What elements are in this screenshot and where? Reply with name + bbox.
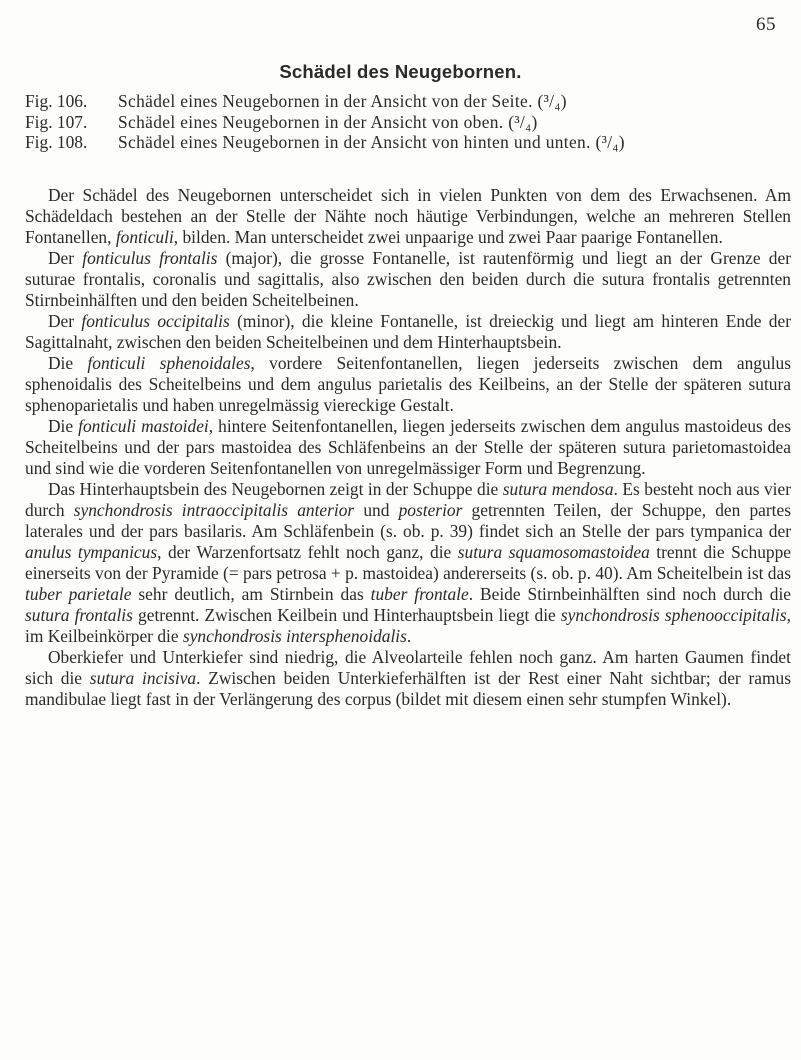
paragraph [25, 311, 791, 353]
latin-term: tuber parietale [25, 584, 132, 604]
latin-term: sutura mendosa [502, 479, 614, 499]
latin-term: fonticulus frontalis [82, 248, 218, 268]
text-run: Der [48, 311, 82, 331]
figure-text: Schädel eines Neugebornen in der Ansicht von hinten und unten. (³/₄) [118, 132, 625, 153]
figure-caption [25, 132, 795, 153]
text-run: . Zwischen beiden Unterkieferhälften ist der Rest einer Naht sichtbar; der ramus mandibulae liegt fast in der Verlängerung des corpus (bildet mit diesem einen sehr stumpfen Winkel). [25, 668, 791, 709]
text-run: Oberkiefer und Unterkiefer sind niedrig, die Alveolarteile fehlen noch ganz. Am harten Gaumen findet sich die [25, 647, 791, 688]
text-run: , im Keilbeinkörper die [25, 605, 791, 646]
text-run: Der Schädel des Neugebornen unterscheidet sich in vielen Punkten von dem des Erwachsenen. Am Schädeldach bestehen an der Stelle der Nähte noch häutige Verbindungen, welche an mehreren Stellen Fontanellen, [25, 185, 791, 247]
latin-term: sutura incisiva [89, 668, 197, 688]
text-run: sehr deutlich, am Stirnbein das [131, 584, 371, 604]
latin-term: sutura frontalis [25, 605, 133, 625]
latin-term: fonticuli [115, 227, 174, 247]
latin-term: sutura squamosomastoidea [457, 542, 650, 562]
latin-term: tuber frontale [370, 584, 469, 604]
text-run: . [406, 626, 412, 646]
text-run: Die [48, 416, 79, 436]
latin-term: synchondrosis intraoccipitalis anterior [73, 500, 355, 520]
figure-caption [25, 112, 795, 133]
text-run: getrennten Teilen, der Schuppe, den partes laterales und der pars basilaris. Am Schläfenbein (s. ob. p. 39) findet sich an Stelle der pars tympanica der [25, 500, 791, 541]
page-heading: Schädel des Neugebornen. [279, 61, 522, 82]
figure-text: Schädel eines Neugebornen in der Ansicht von oben. (³/₄) [118, 111, 538, 132]
text-run: , vordere Seitenfontanellen, liegen jederseits zwischen dem angulus sphenoidalis des Scheitelbeins und dem angulus parietalis des Keilbeins, an der Stelle der späteren sutura sphenoparietalis und haben unregelmässig viereckige Gestalt. [25, 353, 791, 415]
text-run: Das Hinterhauptsbein des Neugebornen zeigt in der Schuppe die [48, 479, 503, 499]
paragraph [25, 248, 791, 311]
page-number: 65 [756, 14, 776, 35]
figure-label: Fig. 107. [25, 111, 88, 132]
latin-term: anulus tympanicus [25, 542, 158, 562]
figure-captions [25, 91, 795, 153]
paragraph [25, 479, 791, 647]
figure-label: Fig. 106. [25, 91, 88, 111]
text-run: Die [48, 353, 88, 373]
text-run: (minor), die kleine Fontanelle, ist dreieckig und liegt am hinteren Ende der Sagittalnaht, zwischen den beiden Scheitelbeinen und dem Hinterhauptsbein. [25, 311, 791, 352]
text-run: und [354, 500, 399, 520]
latin-term: posterior [398, 500, 463, 520]
latin-term: fonticulus occipitalis [81, 311, 230, 331]
latin-term: synchondrosis intersphenoidalis [182, 626, 407, 646]
paragraph [25, 647, 791, 710]
figure-text: Schädel eines Neugebornen in der Ansicht von der Seite. (³/₄) [118, 91, 567, 111]
text-run: Der [48, 248, 83, 268]
text-run: , der Warzenfortsatz fehlt noch ganz, die [157, 542, 458, 562]
paragraph [25, 185, 791, 248]
text-run: , bilden. Man unterscheidet zwei unpaarige und zwei Paar paarige Fontanellen. [173, 227, 723, 247]
text-run: getrennt. Zwischen Keilbein und Hinterhauptsbein liegt die [132, 605, 561, 625]
latin-term: fonticuli sphenoidales [87, 353, 251, 373]
body-text [25, 185, 791, 710]
text-run: , hintere Seitenfontanellen, liegen jederseits zwischen dem angulus mastoideus des Scheitelbeins und der pars mastoidea des Schläfenbeins an der Stelle der späteren sutura parietomastoidea und sind wie die vorderen Seitenfontanellen von unregelmässiger Form und Begrenzung. [25, 416, 791, 478]
text-run: . Beide Stirnbeinhälften sind noch durch die [468, 584, 791, 604]
figure-caption [25, 91, 795, 112]
figure-label: Fig. 108. [25, 132, 88, 153]
latin-term: synchondrosis sphenooccipitalis [560, 605, 787, 625]
text-run: trennt die Schuppe einerseits von der Pyramide (= pars petrosa + p. mastoidea) andererseits (s. ob. p. 40). Am Scheitelbein ist das [25, 542, 792, 583]
text-run: . Es besteht noch aus vier durch [25, 479, 791, 520]
text-run: (major), die grosse Fontanelle, ist rautenförmig und liegt an der Grenze der suturae frontalis, coronalis und sagittalis, also zwischen den beiden durch die sutura frontalis getrennten Stirnbeinhälften und den beiden Scheitelbeinen. [25, 248, 792, 310]
paragraph [25, 353, 791, 416]
latin-term: fonticuli mastoidei [78, 416, 209, 436]
paragraph [25, 416, 791, 479]
